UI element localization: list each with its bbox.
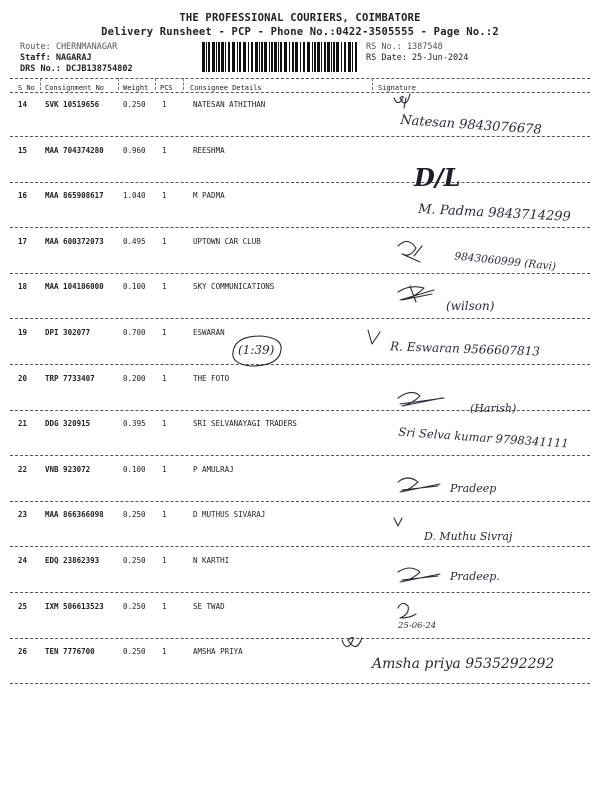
handwriting-21: Sri Selva kumar 9798341111 bbox=[397, 424, 570, 451]
row-weight: 0.250 bbox=[123, 602, 146, 611]
signature-scribble-25 bbox=[398, 603, 416, 618]
row-separator bbox=[10, 501, 590, 502]
row-consignment-no: EDQ 23862393 bbox=[45, 556, 100, 565]
signature-scribble-20 bbox=[398, 392, 444, 406]
row-consignee: N KARTHI bbox=[193, 556, 230, 565]
row-consignee: AMSHA PRIYA bbox=[193, 647, 243, 656]
col-pcs-header: PCS bbox=[160, 84, 173, 92]
row-pcs: 1 bbox=[162, 510, 167, 519]
row-sno: 24 bbox=[18, 556, 28, 565]
row-separator bbox=[10, 592, 590, 593]
rs-date: RS Date: 25-Jun-2024 bbox=[366, 53, 469, 63]
row-weight: 0.960 bbox=[123, 146, 146, 155]
row-pcs: 1 bbox=[162, 237, 167, 246]
row-pcs: 1 bbox=[162, 556, 167, 565]
handwriting-17: 9843060999 (Ravi) bbox=[453, 250, 557, 273]
col-divider bbox=[372, 78, 373, 90]
signature-scribble-23 bbox=[394, 518, 402, 526]
row-separator bbox=[10, 318, 590, 319]
row-sno: 25 bbox=[18, 602, 28, 611]
runsheet-subtitle: Delivery Runsheet - PCP - Phone No.:0422-3505555 - Page No.:2 bbox=[101, 26, 499, 38]
handwriting-19: R. Eswaran 9566607813 bbox=[389, 339, 541, 359]
handwriting-18: (wilson) bbox=[446, 299, 495, 313]
row-consignment-no: MAA 866366098 bbox=[45, 510, 104, 519]
signature-scribble-14 bbox=[394, 94, 410, 108]
row-consignment-no: DDG 320915 bbox=[45, 419, 91, 428]
signature-scribble-18 bbox=[398, 286, 434, 302]
row-separator bbox=[10, 546, 590, 547]
signature-scribble-24 bbox=[398, 568, 440, 582]
col-weight-header: Weight bbox=[123, 84, 149, 92]
header-rule-top bbox=[10, 78, 590, 79]
row-weight: 0.250 bbox=[123, 647, 146, 656]
col-consignee-header: Consignee Details bbox=[190, 84, 262, 92]
handwriting-26: Amsha priya 9535292292 bbox=[372, 656, 555, 672]
row-sno: 22 bbox=[18, 465, 28, 474]
handwriting-24: Pradeep. bbox=[450, 570, 500, 583]
row-sno: 17 bbox=[18, 237, 28, 246]
row-separator bbox=[10, 638, 590, 639]
row-consignment-no: VNB 923072 bbox=[45, 465, 91, 474]
row-sno: 19 bbox=[18, 328, 28, 337]
row-pcs: 1 bbox=[162, 419, 167, 428]
row-sno: 15 bbox=[18, 146, 28, 155]
signature-scribble-17 bbox=[398, 241, 422, 262]
row-pcs: 1 bbox=[162, 282, 167, 291]
row-consignee: UPTOWN CAR CLUB bbox=[193, 237, 261, 246]
row-weight: 0.250 bbox=[123, 556, 146, 565]
row-consignment-no: IXM 506613523 bbox=[45, 602, 104, 611]
row-consignee: SKY COMMUNICATIONS bbox=[193, 282, 275, 291]
row-consignment-no: MAA 600372073 bbox=[45, 237, 104, 246]
signature-scribble-19 bbox=[368, 330, 380, 344]
row-consignment-no: TRP 7733407 bbox=[45, 374, 95, 383]
row-pcs: 1 bbox=[162, 100, 167, 109]
row-consignee: SE TWAD bbox=[193, 602, 225, 611]
row-consignment-no: MAA 865908617 bbox=[45, 191, 104, 200]
col-sno-header: S No bbox=[18, 84, 35, 92]
row-consignment-no: TEN 7776700 bbox=[45, 647, 95, 656]
col-signature-header: Signature bbox=[378, 84, 416, 92]
handwriting-23: D. Muthu Sivraj bbox=[424, 530, 513, 543]
row-weight: 0.100 bbox=[123, 465, 146, 474]
row-sno: 20 bbox=[18, 374, 28, 383]
route-label: Route: CHERNMANAGAR bbox=[20, 42, 118, 52]
row-pcs: 1 bbox=[162, 602, 167, 611]
time-circle bbox=[233, 336, 281, 366]
handwriting-14: Natesan 9843076678 bbox=[399, 112, 543, 138]
handwriting-19-note: (1:39) bbox=[238, 343, 275, 357]
col-consignment-header: Consignment No bbox=[45, 84, 105, 92]
row-separator bbox=[10, 273, 590, 274]
row-consignee: NATESAN ATHITHAN bbox=[193, 100, 266, 109]
row-consignment-no: MAA 704374280 bbox=[45, 146, 104, 155]
col-divider bbox=[155, 78, 156, 90]
row-weight: 0.250 bbox=[123, 510, 146, 519]
row-sno: 23 bbox=[18, 510, 28, 519]
row-separator bbox=[10, 455, 590, 456]
row-pcs: 1 bbox=[162, 146, 167, 155]
row-weight: 0.395 bbox=[123, 419, 146, 428]
row-pcs: 1 bbox=[162, 328, 167, 337]
staff-label: Staff: NAGARAJ bbox=[20, 53, 92, 63]
row-separator bbox=[10, 364, 590, 365]
row-weight: 1.040 bbox=[123, 191, 146, 200]
col-divider bbox=[40, 78, 41, 90]
row-pcs: 1 bbox=[162, 647, 167, 656]
row-sno: 26 bbox=[18, 647, 28, 656]
row-consignee: SRI SELVANAYAGI TRADERS bbox=[193, 419, 297, 428]
row-consignment-no: DPI 302077 bbox=[45, 328, 91, 337]
col-divider bbox=[183, 78, 184, 90]
row-weight: 0.100 bbox=[123, 282, 146, 291]
col-divider bbox=[118, 78, 119, 90]
row-consignee: ESWARAN bbox=[193, 328, 225, 337]
row-consignee: THE FOTO bbox=[193, 374, 230, 383]
row-consignment-no: SVK 10519656 bbox=[45, 100, 100, 109]
handwriting-22: Pradeep bbox=[450, 482, 497, 495]
row-separator bbox=[10, 182, 590, 183]
handwriting-16: M. Padma 9843714299 bbox=[417, 201, 572, 225]
row-weight: 0.250 bbox=[123, 100, 146, 109]
row-weight: 0.700 bbox=[123, 328, 146, 337]
row-pcs: 1 bbox=[162, 465, 167, 474]
rs-number: RS No.: 1387548 bbox=[366, 42, 443, 52]
row-sno: 14 bbox=[18, 100, 28, 109]
row-consignee: D MUTHUS SIVARAJ bbox=[193, 510, 266, 519]
row-consignee: REESHMA bbox=[193, 146, 225, 155]
row-sno: 21 bbox=[18, 419, 28, 428]
drs-number: DRS No.: DCJB138754802 bbox=[20, 64, 133, 74]
row-sno: 16 bbox=[18, 191, 28, 200]
row-consignee: P AMULRAJ bbox=[193, 465, 234, 474]
barcode-icon bbox=[200, 42, 358, 72]
row-weight: 0.200 bbox=[123, 374, 146, 383]
row-consignee: M PADMA bbox=[193, 191, 225, 200]
row-separator bbox=[10, 683, 590, 684]
row-sno: 18 bbox=[18, 282, 28, 291]
row-pcs: 1 bbox=[162, 374, 167, 383]
handwriting-15: D/L bbox=[414, 163, 461, 192]
row-separator bbox=[10, 136, 590, 137]
row-consignment-no: MAA 104106000 bbox=[45, 282, 104, 291]
handwriting-25: 25-06-24 bbox=[398, 621, 437, 631]
row-separator bbox=[10, 227, 590, 228]
handwriting-20: (Harish) bbox=[470, 402, 517, 415]
signature-scribble-22 bbox=[398, 478, 440, 492]
row-weight: 0.495 bbox=[123, 237, 146, 246]
row-pcs: 1 bbox=[162, 191, 167, 200]
company-title: THE PROFESSIONAL COURIERS, COIMBATORE bbox=[179, 12, 421, 24]
header-rule-bottom bbox=[10, 92, 590, 93]
row-separator bbox=[10, 410, 590, 411]
